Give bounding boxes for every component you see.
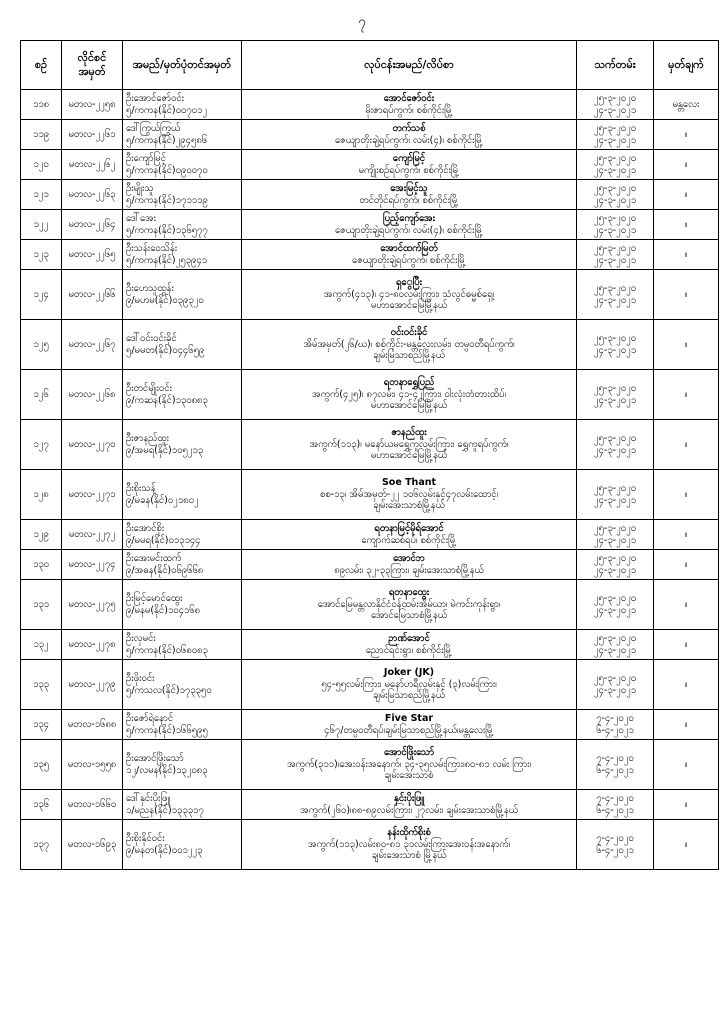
page-number: ၇ (358, 14, 366, 30)
validity-cell (577, 710, 654, 740)
business-address: မဟာအောင်မြေမြို့နယ် (370, 450, 448, 462)
validity-to: ၂၄-၃-၂၀၂၁ (593, 564, 637, 576)
business-cell (242, 740, 577, 790)
business-name: တက်သစ် (392, 122, 426, 134)
business-address: ဇေယျာတိုးချဲ့ရပ်ကွက်၊ လမ်း(၄)၊ စစ်ကိုင်းမြို့ (334, 134, 484, 146)
header-owner: အမည်/မှတ်ပုံတင်အမှတ် (123, 41, 242, 90)
owner-cell (123, 420, 242, 470)
row-number: ၁၂၁ (21, 180, 62, 210)
validity-from: ၂၅-၃-၂၀၂၀ (593, 282, 637, 294)
owner-name: ဦးသန်းဝေသိန်း (126, 242, 178, 254)
owner-cell (123, 320, 242, 370)
owner-cell (123, 270, 242, 320)
business-address: အကွက်(၄၁၃)၊ ၄၁-၈၀လမ်းကြား၊ သံလွင်ဓမ္မစ်ရှေ့၊ (323, 288, 495, 300)
business-cell (242, 320, 577, 370)
license-number: မတလ-၁၆၈၈ (62, 710, 123, 740)
validity-cell (577, 790, 654, 820)
business-name: ရတနာထွေး (388, 586, 430, 598)
table-row (21, 710, 719, 740)
table-row (21, 240, 719, 270)
owner-name: ဒေါ်အေး (126, 212, 156, 224)
business-address: ကျောက်ဆစ်ရပ်၊ စစ်ကိုင်းမြို့ (361, 534, 457, 546)
owner-name: ဦးစိုးသန့် (126, 482, 156, 494)
table-row (21, 790, 719, 820)
table-row (21, 370, 719, 420)
business-address: အကွက်(၁၁၃)လမ်း၈၀-၈၁ ၃၁လမ်းကြားအေးဝန်းအနောက်၊ (307, 838, 511, 850)
validity-from: ၂၅-၃-၂၀၂၀ (593, 92, 637, 104)
business-name: အောင်ဇော်ဝင်း (383, 92, 435, 104)
validity-to: ၂၄-၃-၂၀၂၁ (593, 104, 637, 116)
business-cell (242, 820, 577, 870)
validity-from: ၇-၄-၂၀၂၀ (596, 792, 634, 804)
validity-from: ၂၅-၃-၂၀၂၀ (593, 672, 637, 684)
owner-cell (123, 520, 242, 550)
validity-from: ၂၅-၃-၂၀၂၀ (593, 632, 637, 644)
owner-cell (123, 550, 242, 580)
validity-cell (577, 740, 654, 790)
validity-cell (577, 370, 654, 420)
validity-to: ၂၄-၃-၂၀၂၁ (593, 604, 637, 616)
business-cell (242, 120, 577, 150)
business-name: ပြည့်ကျော်အေး (383, 212, 435, 224)
owner-cell (123, 790, 242, 820)
validity-cell (577, 630, 654, 660)
validity-to: ၂၄-၃-၂၀၂၁ (593, 294, 637, 306)
validity-cell (577, 470, 654, 520)
owner-name: ဒေါ်နှင်းပိုးဖြူ (126, 792, 171, 804)
header-license-line2: အမှတ် (78, 65, 106, 78)
business-cell (242, 270, 577, 320)
validity-cell (577, 550, 654, 580)
owner-name: ဦးမြင့်မောင်ထွေး (126, 592, 183, 604)
remark: ။ (654, 370, 719, 420)
owner-cell (123, 710, 242, 740)
validity-to: ၆-၄-၂၀၂၁ (596, 724, 634, 736)
row-number: ၁၂၉ (21, 520, 62, 550)
owner-cell (123, 580, 242, 630)
remark: ။ (654, 820, 719, 870)
business-address: မဟာအောင်မြေမြို့နယ် (370, 300, 448, 312)
owner-name: ဦးမျိုးသူ (126, 182, 154, 194)
owner-id: ၉/မခန(နိုင်)၀၂၁၈၀၂ (126, 494, 199, 506)
remark: ။ (654, 470, 719, 520)
row-number: ၁၃၄ (21, 710, 62, 740)
validity-from: ၂၅-၃-၂၀၂၀ (593, 482, 637, 494)
business-cell (242, 630, 577, 660)
business-name: ကျော်မြင့် (392, 152, 426, 164)
business-cell (242, 240, 577, 270)
owner-name: ဦးတင်မျိုးဝင်း (126, 382, 172, 394)
validity-from: ၂၅-၃-၂၀၂၀ (593, 242, 637, 254)
validity-from: ၂၅-၃-၂၀၂၀ (593, 152, 637, 164)
table-row (21, 820, 719, 870)
owner-id: ၅/ကကန(နိုင်)၁၃၆၅၇၇ (126, 224, 208, 236)
validity-to: ၂၄-၃-၂၀၂၁ (593, 684, 637, 696)
license-number: မတလ-၁၅၅၈ (62, 740, 123, 790)
row-number: ၁၃၃ (21, 660, 62, 710)
validity-from: ၂၅-၃-၂၀၂၀ (593, 592, 637, 604)
owner-name: ဦးစိုးနိုင်ဝင်း (126, 832, 165, 844)
license-number: မတလ-၂၂၆၄ (62, 210, 123, 240)
remark: ။ (654, 520, 719, 550)
owner-name: ဦးအောင်ဖြိုးသော် (126, 752, 184, 764)
validity-cell (577, 580, 654, 630)
business-address: မိုးဇာရပ်ကွက်၊ စစ်ကိုင်းမြို့ (365, 104, 453, 116)
business-name: Soe Thant (381, 476, 437, 488)
license-number: မတလ-၂၂၇၄ (62, 550, 123, 580)
validity-cell (577, 660, 654, 710)
owner-name: ဦးအောင်စိုး (126, 522, 165, 534)
owner-id: ၉/အမရ(နိုင်)၁၀၅၂၁၃ (126, 444, 204, 456)
validity-from: ၇-၄-၂၀၂၀ (596, 752, 634, 764)
header-business: လုပ်ငန်းအမည်/လိပ်စာ (242, 41, 577, 90)
license-number: မတလ-၂၂၆၈ (62, 370, 123, 420)
table-row (21, 270, 719, 320)
business-address: အောင်မြေမန္တလာနိုင်ငံဝန်ထမ်းအိမ်ယာ၊ မဲကင်းကုန်းရွာ၊ (317, 598, 501, 610)
remark: ။ (654, 630, 719, 660)
remark: ။ (654, 150, 719, 180)
owner-id: ၉/မဟမ(နိုင်)၀၃၉၃၂၀ (126, 294, 204, 306)
row-number: ၁၂၀ (21, 150, 62, 180)
business-cell (242, 470, 577, 520)
owner-cell (123, 470, 242, 520)
row-number: ၁၂၇ (21, 420, 62, 470)
row-number: ၁၂၂ (21, 210, 62, 240)
validity-cell (577, 420, 654, 470)
business-address: အိမ်အမှတ်(၂၆/ဃ)၊ စစ်ကိုင်း-မန္တလေးလမ်း၊ တမ္ပဝတီရပ်ကွက်၊ (303, 338, 515, 350)
business-cell (242, 520, 577, 550)
row-number: ၁၃၁ (21, 580, 62, 630)
business-name: ဇာနည်ထူး (391, 426, 427, 438)
header-validity: သက်တမ်း (577, 41, 654, 90)
business-name: ရတနာမြင့်မိုရ်အောင် (374, 522, 444, 534)
owner-id: ၁၂/လမန(နိုင်)၁၃၂၀၈၃ (126, 764, 208, 776)
table-row (21, 660, 719, 710)
table-body (21, 90, 719, 870)
business-address: မကျိုးစဉ်ရပ်ကွက်၊ စစ်ကိုင်းမြို့ (358, 164, 460, 176)
business-address: အကွက်(၂၆၀)၊၈၈-၈၉လမ်းကြား၊ ၂၇လမ်း၊ ချမ်းအေးသာစံမြို့နယ် (299, 804, 519, 816)
row-number: ၁၃၅ (21, 740, 62, 790)
business-address: ချမ်းမြသာစည်မြို့နယ် (373, 690, 445, 702)
license-number: မတလ-၂၂၇၁ (62, 470, 123, 520)
license-number: မတလ-၂၂၆၂ (62, 150, 123, 180)
remark: ။ (654, 240, 719, 270)
table-row (21, 150, 719, 180)
license-number: မတလ-၂၂၇၈ (62, 630, 123, 660)
remark: ။ (654, 580, 719, 630)
table-row (21, 520, 719, 550)
owner-id: ၅/ကကန(နိုင်)၂၅၃၉၄၁ (126, 254, 208, 266)
validity-cell (577, 120, 654, 150)
business-address: ၈၉လမ်း၊ ၃၂-၃၃ကြား၊ ချမ်းအေးသာစံမြို့နယ် (334, 564, 484, 576)
table-row (21, 550, 719, 580)
business-address: အောင်မြေသာစံမြို့နယ် (370, 610, 448, 622)
owner-id: ၉/မနတ(နိုင်)၀၀၁၂၂၃ (126, 844, 203, 856)
business-name: ဝင်းဝင်းခိုင် (390, 326, 428, 338)
remark: ။ (654, 550, 719, 580)
validity-to: ၂၄-၃-၂၀၂၁ (593, 534, 637, 546)
owner-id: ၉/ကဆန(နိုင်)၁၃၀၈၈၃ (126, 394, 208, 406)
business-name: ရှွေပြီး (395, 276, 423, 288)
remark: ။ (654, 740, 719, 790)
owner-cell (123, 150, 242, 180)
remark: မန္တလေး (654, 90, 719, 120)
validity-cell (577, 270, 654, 320)
header-remarks: မှတ်ချက် (654, 41, 719, 90)
owner-cell (123, 180, 242, 210)
owner-id: ၉/မမရ(နိုင်)၀၁၃၁၄၄ (126, 534, 201, 546)
table-row (21, 180, 719, 210)
license-number: မတလ-၂၂၇၅ (62, 580, 123, 630)
table-row (21, 90, 719, 120)
validity-to: ၂၄-၃-၂၀၂၁ (593, 134, 637, 146)
license-number: မတလ-၂၂၇၉ (62, 660, 123, 710)
license-number: မတလ-၂၂၇၂ (62, 520, 123, 550)
row-number: ၁၃၂ (21, 630, 62, 660)
business-cell (242, 420, 577, 470)
business-name: နှင်းပိုးဖြူ (393, 792, 425, 804)
business-cell (242, 180, 577, 210)
owner-cell (123, 120, 242, 150)
owner-name: ဦးကျော်မြင့် (126, 152, 166, 164)
owner-id: ၅/ကကန(နိုင်)၂၉၄၅၈၆ (126, 134, 208, 146)
validity-cell (577, 520, 654, 550)
license-number: မတလ-၂၂၆၃ (62, 180, 123, 210)
validity-to: ၂၄-၃-၂၀၂၁ (593, 344, 637, 356)
validity-cell (577, 210, 654, 240)
remark: ။ (654, 270, 719, 320)
business-address: တင်တိုင်ရပ်ကွက်၊ စစ်ကိုင်းမြို့ (359, 194, 459, 206)
business-cell (242, 370, 577, 420)
business-cell (242, 210, 577, 240)
table-row (21, 630, 719, 660)
remark: ။ (654, 320, 719, 370)
business-name: အေးမြင့်သူ (390, 182, 428, 194)
validity-from: ၂၅-၃-၂၀၂၀ (593, 432, 637, 444)
validity-from: ၂၅-၃-၂၀၂၀ (593, 182, 637, 194)
validity-to: ၂၄-၃-၂၀၂၁ (593, 394, 637, 406)
owner-cell (123, 210, 242, 240)
row-number: ၁၂၆ (21, 370, 62, 420)
business-cell (242, 90, 577, 120)
business-address: ချမ်းအေးသာစံမြို့နယ် (373, 500, 445, 512)
owner-name: ဦးလှမင်း (126, 632, 156, 644)
remark: ။ (654, 710, 719, 740)
owner-cell (123, 660, 242, 710)
license-number: မတလ-၂၂၆၅ (62, 240, 123, 270)
validity-cell (577, 180, 654, 210)
business-address: ဇေယျာတိုးချဲ့ရပ်ကွက်၊ စစ်ကိုင်းမြို့ (351, 254, 467, 266)
validity-from: ၂၅-၃-၂၀၂၀ (593, 552, 637, 564)
header-no: စဉ် (21, 41, 62, 90)
remark: ။ (654, 420, 719, 470)
business-address: ချမ်းအေးသာစံ မြို့နယ် (371, 850, 447, 862)
owner-name: ဦးဇော်ရဲနောင် (126, 712, 174, 724)
validity-from: ၂၅-၃-၂၀၂၀ (593, 332, 637, 344)
business-address: ညောင်ရင်းရွာ၊ စစ်ကိုင်းမြို့ (365, 644, 453, 656)
validity-to: ၂၄-၃-၂၀၂၁ (593, 444, 637, 456)
row-number: ၁၃၇ (21, 820, 62, 870)
row-number: ၁၂၃ (21, 240, 62, 270)
license-number: မတလ-၂၂၆၇ (62, 320, 123, 370)
row-number: ၁၂၄ (21, 270, 62, 320)
business-cell (242, 550, 577, 580)
owner-id: ၉/မနမ(နိုင်)၁၀၄၁၆၈ (126, 604, 201, 616)
table-row (21, 420, 719, 470)
business-cell (242, 710, 577, 740)
business-cell (242, 580, 577, 630)
validity-cell (577, 320, 654, 370)
business-name: အောင်ဘ (393, 552, 425, 564)
owner-id: ၅/မမတ(နိုင်)၀၄၄၆၅၉ (126, 344, 205, 356)
row-number: ၁၃၀ (21, 550, 62, 580)
validity-from: ၂၅-၃-၂၀၂၀ (593, 382, 637, 394)
business-address: အကွက်(၃၁၁)၊အေးဝန်းအနောက်၊ ၃၄-၃၅လမ်းကြား၊၈၀-၈၁ လမ်း ကြား၊ (286, 758, 532, 770)
owner-name: ဦးဇာနည်ထူး (126, 432, 169, 444)
remark: ။ (654, 210, 719, 240)
validity-from: ၂၅-၃-၂၀၂၀ (593, 122, 637, 134)
business-name: ဉာဏ်အောင် (388, 632, 430, 644)
business-address: ၄၆၇/တမ္ပဝတီရပ်၊ချမ်းမြသာစည်မြို့နယ်၊မန္တလေးမြို့ (324, 724, 494, 736)
validity-to: ၂၄-၃-၂၀၂၁ (593, 224, 637, 236)
license-registry-table (20, 40, 719, 870)
license-number: မတလ-၁၆၉၃ (62, 820, 123, 870)
table-row (21, 120, 719, 150)
validity-cell (577, 240, 654, 270)
table-row (21, 210, 719, 240)
table-header-row (21, 41, 719, 90)
validity-cell (577, 90, 654, 120)
owner-name: ဦးဟေသူထွန်း (126, 282, 174, 294)
owner-name: ဦးအောင်ဇော်ဝင်း (126, 92, 185, 104)
owner-id: ၁/မညန(နိုင်)၁၃၃၃၁၇ (126, 804, 204, 816)
validity-from: ၂၅-၃-၂၀၂၀ (593, 212, 637, 224)
validity-to: ၆-၄-၂၀၂၁ (596, 844, 634, 856)
validity-to: ၆-၄-၂၀၂၁ (596, 764, 634, 776)
owner-id: ၅/ကကန(နိုင်)၀၉၀၀၇၀ (126, 164, 208, 176)
business-cell (242, 790, 577, 820)
owner-id: ၅/ကကန(နိုင်)၀၀၇၀၁၂ (126, 104, 208, 116)
owner-id: ၅/ကကန(နိုင်)၁၇၁၁၁၉ (126, 194, 208, 206)
business-address: ဇေယျာတိုးချဲ့ရပ်ကွက်၊ လမ်း(၄)၊ စစ်ကိုင်းမြို့ (334, 224, 484, 236)
license-number: မတလ-၂၂၇၀ (62, 420, 123, 470)
validity-to: ၂၄-၃-၂၀၂၁ (593, 164, 637, 176)
row-number: ၁၁၉ (21, 120, 62, 150)
business-address: မဟာအောင်မြေမြို့နယ် (370, 400, 448, 412)
business-cell (242, 660, 577, 710)
table-row (21, 580, 719, 630)
owner-name: ဦးအေးမင်းထက် (126, 552, 182, 564)
owner-cell (123, 90, 242, 120)
row-number: ၁၂၅ (21, 320, 62, 370)
validity-to: ၂၄-၃-၂၀၂၁ (593, 194, 637, 206)
owner-name: ဒေါ်ဝင်းဝင်းခိုင် (126, 332, 177, 344)
table-row (21, 740, 719, 790)
owner-cell (123, 630, 242, 660)
validity-from: ၇-၄-၂၀၂၀ (596, 832, 634, 844)
validity-from: ၂၅-၃-၂၀၂၀ (593, 522, 637, 534)
business-address: ချမ်းအေးသာစံ (384, 770, 434, 782)
owner-cell (123, 820, 242, 870)
business-name: Joker (JK) (383, 666, 435, 678)
owner-id: ၅/ကကန(နိုင်)၀၆၈၀၈၃ (126, 644, 208, 656)
remark: ။ (654, 660, 719, 710)
owner-cell (123, 370, 242, 420)
validity-from: ၇-၄-၂၀၂၀ (596, 712, 634, 724)
validity-cell (577, 820, 654, 870)
license-number: မတလ-၂၂၆၁ (62, 120, 123, 150)
business-address: စစ-၁၃၊ အိမ်အမှတ်-၂၂ ၁၀၆လမ်းနှင့်၄၇လမ်းထောင့်၊ (319, 488, 499, 500)
license-number: မတလ-၂၂၅၈ (62, 90, 123, 120)
business-address: အကွက်(၁၁၃)၊ မနော်ယမရွှေကူလမ်းကြား၊ ရွှေကူရပ်ကွက်၊ (309, 438, 509, 450)
table-row (21, 320, 719, 370)
table-row (21, 470, 719, 520)
business-name: ရတနာရွှေပြည် (383, 376, 435, 388)
business-name: နန်းထိုက်စိုးစံ (387, 826, 431, 838)
validity-cell (577, 150, 654, 180)
owner-id: ၅/ကကန(နိုင်)၁၆၆၅၉၅ (126, 724, 208, 736)
business-name: အောင်ထက်မြတ် (380, 242, 438, 254)
owner-id: ၉/အဓန(နိုင်)၀၆၉၆၆၈ (126, 564, 204, 576)
validity-to: ၂၄-၃-၂၀၂၁ (593, 254, 637, 266)
business-cell (242, 150, 577, 180)
row-number: ၁၁၈ (21, 90, 62, 120)
validity-to: ၂၄-၃-၂၀၂၁ (593, 494, 637, 506)
license-number: မတလ-၂၂၆၆ (62, 270, 123, 320)
header-license-line1: လိုင်စင် (77, 51, 107, 65)
business-name: အောင်ဖြိုးသော် (384, 746, 434, 758)
validity-to: ၂၄-၃-၂၀၂၁ (593, 644, 637, 656)
owner-name: ဦးဖိုးဝင်း (126, 672, 155, 684)
row-number: ၁၃၆ (21, 790, 62, 820)
owner-id: ၅/ကသလ(နိုင်)၁၇၃၃၅၀ (126, 684, 212, 696)
remark: ။ (654, 790, 719, 820)
owner-cell (123, 240, 242, 270)
validity-to: ၆-၄-၂၀၂၁ (596, 804, 634, 816)
business-address: အကွက်(၄၂၅)၊ ၈၇လမ်း၊ ၄၁-၄၂ကြား၊ ဝါးလုံးတံတားထိပ်၊ (311, 388, 507, 400)
remark: ။ (654, 180, 719, 210)
license-number: မတလ-၁၆၆၀ (62, 790, 123, 820)
business-address: ချမ်းမြသာစည်မြို့နယ် (373, 350, 445, 362)
owner-cell (123, 740, 242, 790)
business-name: Five Star (384, 712, 434, 724)
business-address: ၅၄-၅၅လမ်းကြား၊ မနော်ဟရီလမ်းနှင့် (၃)လမ်းကြား၊ (321, 678, 497, 690)
owner-name: ဒေါ်ကြွယ်ကြွယ် (126, 122, 181, 134)
row-number: ၁၂၈ (21, 470, 62, 520)
remark: ။ (654, 120, 719, 150)
header-license (62, 41, 123, 90)
